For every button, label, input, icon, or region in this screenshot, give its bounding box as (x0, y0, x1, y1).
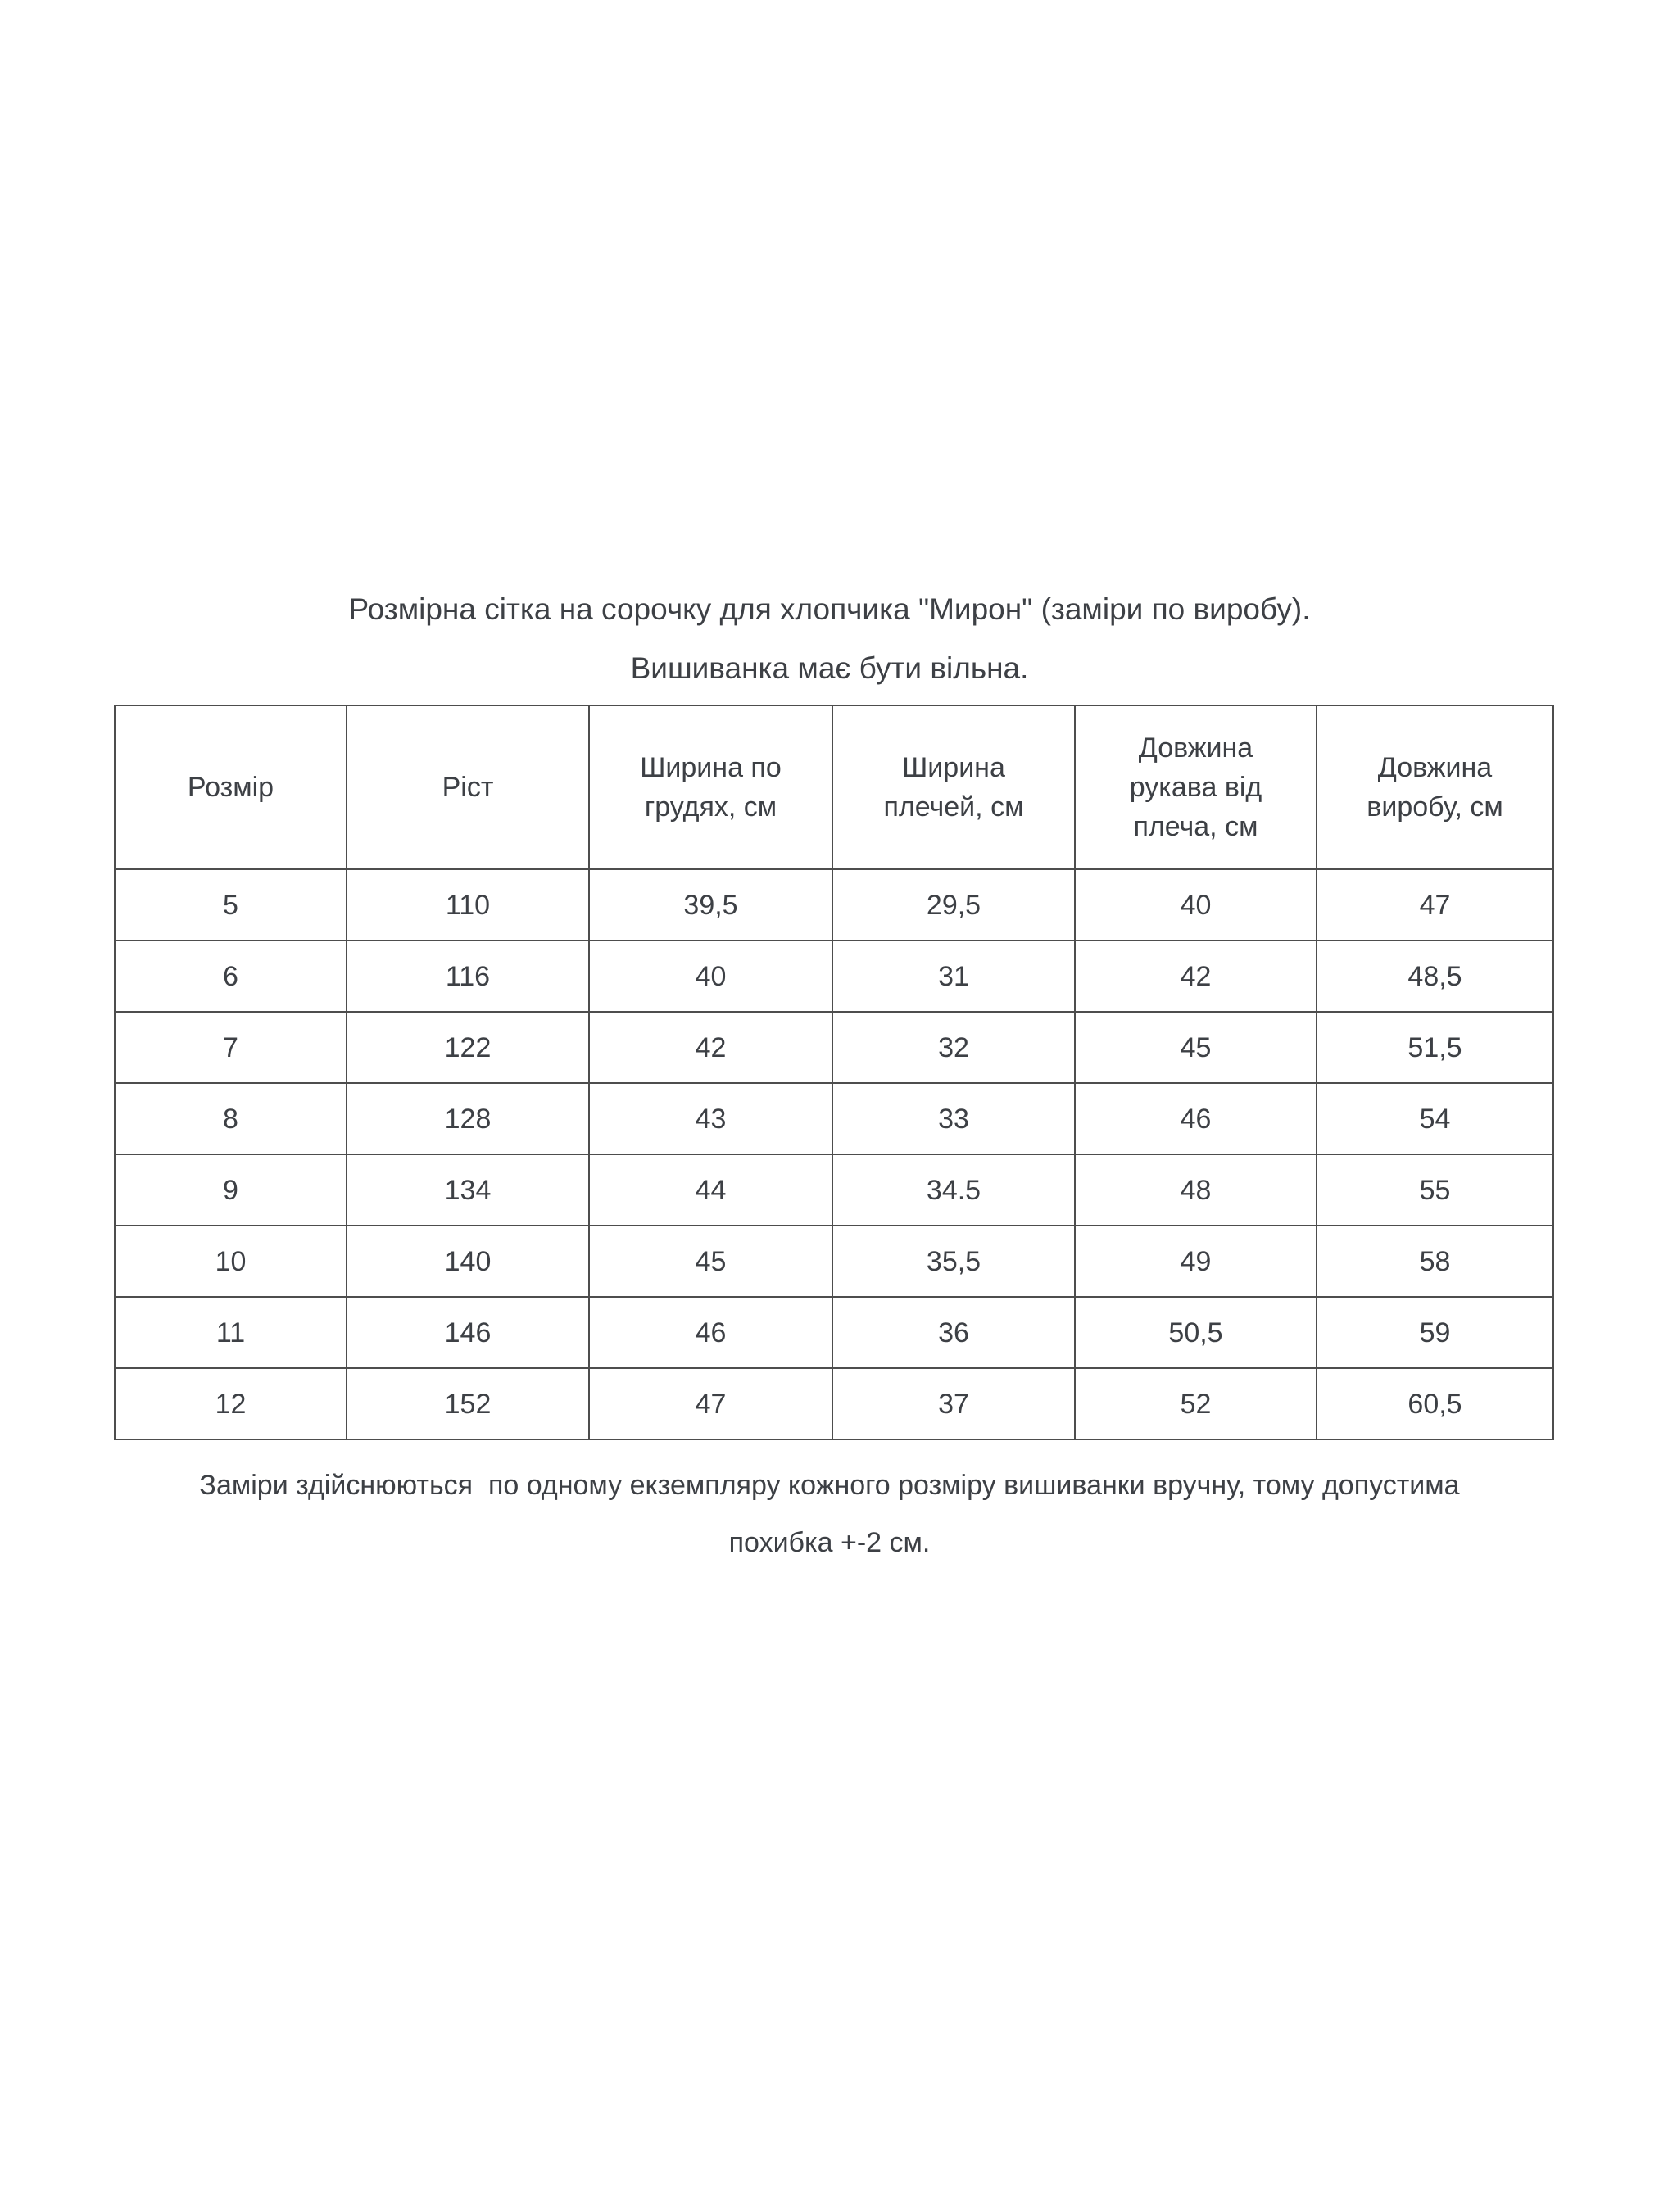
table-cell: 152 (347, 1368, 589, 1439)
table-cell: 46 (589, 1297, 832, 1368)
table-row (115, 1226, 1553, 1297)
table-cell: 39,5 (589, 869, 832, 941)
table-cell: 43 (589, 1083, 832, 1154)
table-cell: 44 (589, 1154, 832, 1226)
table-header-row (115, 705, 1553, 869)
page-subtitle: Вишиванка має бути вільна. (630, 651, 1029, 685)
table-cell: 42 (589, 1012, 832, 1083)
table-row (115, 941, 1553, 1012)
header-height: Ріст (347, 705, 589, 869)
table-cell: 11 (115, 1297, 347, 1368)
table-row (115, 1154, 1553, 1226)
table-cell: 45 (589, 1226, 832, 1297)
table-cell: 50,5 (1075, 1297, 1317, 1368)
header-size: Розмір (115, 705, 347, 869)
note-block (0, 1457, 1659, 1571)
table-cell: 7 (115, 1012, 347, 1083)
table-row (115, 1012, 1553, 1083)
table-row (115, 1368, 1553, 1439)
page-title: Розмірна сітка на сорочку для хлопчика "Мирон" (заміри по виробу). (348, 592, 1311, 626)
table-row (115, 1297, 1553, 1368)
table-cell: 40 (589, 941, 832, 1012)
table-cell: 29,5 (832, 869, 1075, 941)
header-shoulder-width: Ширина плечей, см (832, 705, 1075, 869)
table-cell: 59 (1317, 1297, 1553, 1368)
table-cell: 47 (1317, 869, 1553, 941)
table-cell: 34.5 (832, 1154, 1075, 1226)
table-cell: 8 (115, 1083, 347, 1154)
table-cell: 45 (1075, 1012, 1317, 1083)
table-cell: 54 (1317, 1083, 1553, 1154)
table-cell: 60,5 (1317, 1368, 1553, 1439)
table-cell: 32 (832, 1012, 1075, 1083)
table-cell: 9 (115, 1154, 347, 1226)
table-cell: 110 (347, 869, 589, 941)
table-cell: 37 (832, 1368, 1075, 1439)
table-cell: 46 (1075, 1083, 1317, 1154)
table-cell: 140 (347, 1226, 589, 1297)
header-chest-width: Ширина по грудях, см (589, 705, 832, 869)
table-cell: 33 (832, 1083, 1075, 1154)
table-cell: 6 (115, 941, 347, 1012)
size-table (114, 705, 1554, 1440)
table-cell: 48 (1075, 1154, 1317, 1226)
note-text-line1: Заміри здійснюються по одному екземпляру кожного розміру вишиванки вручну, тому допустима (199, 1470, 1460, 1501)
table-cell: 12 (115, 1368, 347, 1439)
title-block (0, 0, 1659, 698)
table-cell: 42 (1075, 941, 1317, 1012)
table-cell: 146 (347, 1297, 589, 1368)
table-cell: 47 (589, 1368, 832, 1439)
table-cell: 10 (115, 1226, 347, 1297)
header-item-length: Довжина виробу, см (1317, 705, 1553, 869)
table-cell: 48,5 (1317, 941, 1553, 1012)
table-cell: 51,5 (1317, 1012, 1553, 1083)
table-cell: 116 (347, 941, 589, 1012)
table-cell: 5 (115, 869, 347, 941)
table-cell: 55 (1317, 1154, 1553, 1226)
table-cell: 40 (1075, 869, 1317, 941)
header-sleeve-length: Довжина рукава від плеча, см (1075, 705, 1317, 869)
table-cell: 58 (1317, 1226, 1553, 1297)
table-cell: 31 (832, 941, 1075, 1012)
table-row (115, 1083, 1553, 1154)
table-cell: 49 (1075, 1226, 1317, 1297)
table-cell: 35,5 (832, 1226, 1075, 1297)
table-cell: 134 (347, 1154, 589, 1226)
table-cell: 52 (1075, 1368, 1317, 1439)
table-cell: 122 (347, 1012, 589, 1083)
table-row (115, 869, 1553, 941)
table-cell: 128 (347, 1083, 589, 1154)
table-cell: 36 (832, 1297, 1075, 1368)
note-text-line2: похибка +-2 см. (728, 1527, 931, 1558)
